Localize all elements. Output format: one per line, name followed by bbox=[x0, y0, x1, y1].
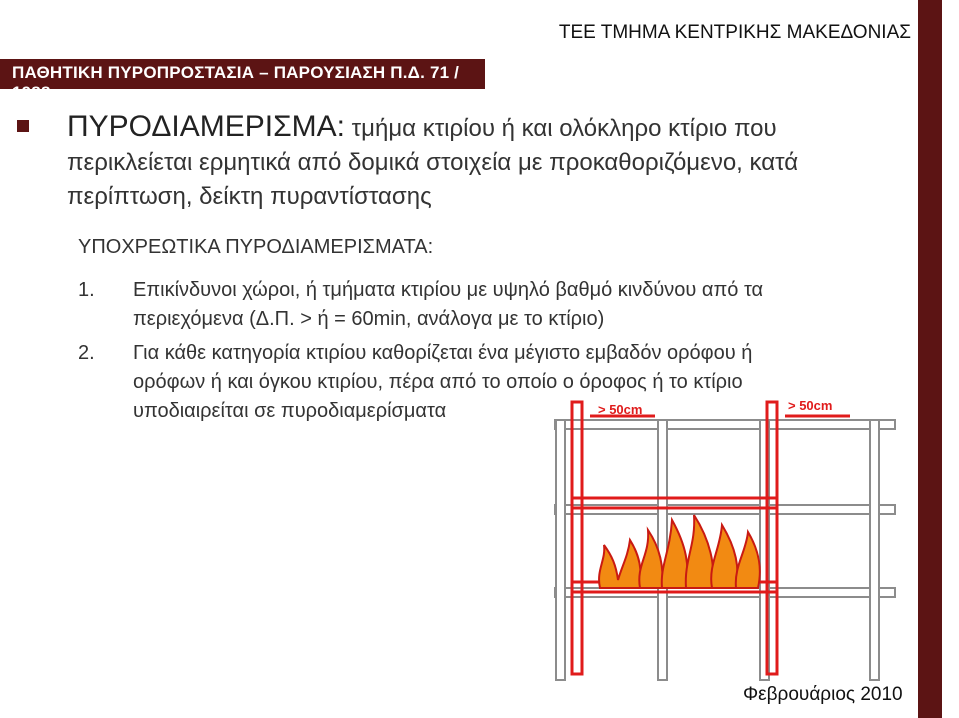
list-item-line: υποδιαιρείται σε πυροδιαμερίσματα bbox=[133, 400, 447, 422]
column bbox=[556, 420, 565, 680]
list-item bbox=[78, 276, 918, 336]
list-item bbox=[78, 339, 918, 429]
list-item-line: Επικίνδυνοι χώροι, ή τμήματα κτιρίου με υψηλό βαθμό κινδύνου από τα bbox=[133, 279, 764, 301]
side-margin bbox=[942, 0, 959, 718]
organization-title: ΤΕΕ ΤΜΗΜΑ ΚΕΝΤΡΙΚΗΣ ΜΑΚΕΔΟΝΙΑΣ bbox=[558, 22, 911, 43]
floor-slab bbox=[555, 505, 895, 514]
banner-text: ΠΑΘΗΤΙΚΗ ΠΥΡΟΠΡΟΣΤΑΣΙΑ – ΠΑΡΟΥΣΙΑΣΗ Π.Δ. 71 / 1988 bbox=[12, 63, 460, 102]
fire-floor-lower bbox=[572, 582, 777, 592]
list-item-line: περιεχόμενα (Δ.Π. > ή = 60min, ανάλογα με το κτίριο) bbox=[133, 308, 605, 330]
definition-term: ΠΥΡΟΔΙΑΜΕΡΙΣΜΑ: bbox=[67, 110, 345, 143]
list-item-number: 1. bbox=[78, 279, 95, 301]
topic-banner bbox=[0, 59, 485, 102]
square-bullet-icon bbox=[17, 120, 29, 132]
list-item-line: Για κάθε κατηγορία κτιρίου καθορίζεται ένα μέγιστο εμβαδόν ορόφου ή bbox=[133, 342, 753, 364]
fire-floor-upper bbox=[572, 498, 777, 508]
definition-text: τμήμα κτιρίου ή και ολόκληρο κτίριο που περικλείεται ερμητικά από δομικά στοιχεία με προκαθοριζόμενο, κατά περίπτωση, δείκτη πυραντίστασης bbox=[67, 115, 799, 210]
decorative-side-bar bbox=[918, 0, 942, 718]
definition-paragraph bbox=[67, 110, 897, 214]
list-item-text bbox=[133, 276, 913, 334]
column bbox=[760, 420, 769, 680]
list-item-line: ορόφων ή και όγκου κτιρίου, πέρα από το οποίο ο όροφος ή το κτίριο bbox=[133, 371, 743, 393]
fire-flames bbox=[599, 515, 760, 588]
list-item-number: 2. bbox=[78, 342, 95, 364]
fire-wall-left bbox=[572, 402, 582, 674]
fire-wall-right bbox=[767, 402, 777, 674]
footer-date: Φεβρουάριος 2010 bbox=[743, 684, 903, 705]
column bbox=[870, 420, 879, 680]
column bbox=[658, 420, 667, 680]
mandatory-heading: ΥΠΟΧΡΕΩΤΙΚΑ ΠΥΡΟΔΙΑΜΕΡΙΣΜΑΤΑ: bbox=[78, 236, 434, 258]
list-item-text bbox=[133, 339, 913, 426]
dimension-label: > 50cm bbox=[598, 402, 643, 417]
floor-slab bbox=[555, 588, 895, 597]
dimension-label: > 50cm bbox=[788, 398, 833, 413]
